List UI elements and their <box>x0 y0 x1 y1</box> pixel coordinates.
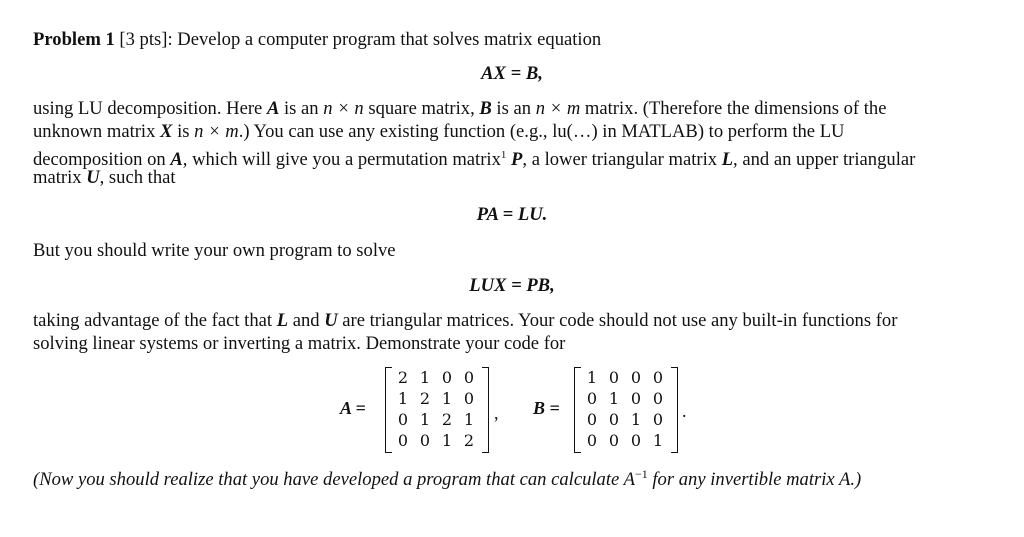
matrix-cell: 1 <box>463 410 475 429</box>
equation-pa-lu: PA = LU. <box>476 204 548 225</box>
matrix-cell: 1 <box>441 389 453 408</box>
right-bracket <box>671 367 678 453</box>
matrix-cell: 2 <box>419 389 431 408</box>
footer-note <box>33 463 861 491</box>
inverse-a: A <box>623 469 635 491</box>
dim-nxm: n × m <box>535 98 581 119</box>
paragraph3-line1 <box>33 310 897 332</box>
matrix-cell: 0 <box>630 389 642 408</box>
text-span: and <box>288 310 325 331</box>
matrix-cell: 0 <box>608 431 620 450</box>
text-span: .) You can use any existing function (e.g., lu(…) in MATLAB) to perform the LU <box>238 121 845 142</box>
var-l: L <box>721 149 734 171</box>
text-span: unknown matrix <box>33 121 161 142</box>
matrix-cell: 1 <box>441 431 453 450</box>
text-span: using LU decomposition. Here <box>33 98 267 119</box>
inverse-superscript: −1 <box>634 467 648 481</box>
matrix-cell: 0 <box>586 389 598 408</box>
paragraph1-line1 <box>33 98 886 120</box>
matrix-cell: 2 <box>463 431 475 450</box>
dim-nxm: n × m <box>194 121 239 142</box>
equation-lux-pb: LUX = PB, <box>469 275 555 296</box>
text-span: are triangular matrices. Your code should not use any built-in functions for <box>337 310 898 331</box>
left-bracket <box>385 367 392 453</box>
matrix-cell: 0 <box>586 410 598 429</box>
var-a: A <box>266 98 280 119</box>
right-bracket <box>482 367 489 453</box>
comma: , <box>494 403 499 423</box>
matrix-cell: 0 <box>652 410 664 429</box>
text-span: , which will give you a permutation matrix <box>182 149 501 171</box>
text-span: , and an upper triangular <box>733 149 916 171</box>
var-p: P <box>511 149 523 171</box>
text-span: for any invertible matrix A.) <box>647 469 862 491</box>
dim-nxn: n × n <box>323 98 364 119</box>
text-span: , a lower triangular matrix <box>522 149 722 171</box>
matrix-cell: 2 <box>441 410 453 429</box>
matrix-cell: 0 <box>608 368 620 387</box>
text-span: decomposition on <box>33 149 171 171</box>
paragraph2: But you should write your own program to solve <box>33 240 396 261</box>
paragraph1-line2 <box>33 121 844 143</box>
matrix-a-label: A = <box>340 398 366 418</box>
matrix-cell: 1 <box>608 389 620 408</box>
matrix-cell: 1 <box>419 368 431 387</box>
matrix-cell: 0 <box>586 431 598 450</box>
left-bracket <box>574 367 581 453</box>
problem-title: Problem 1 <box>33 29 115 50</box>
matrices-block <box>340 367 720 451</box>
matrix-cell: 0 <box>397 410 409 429</box>
var-l: L <box>276 310 289 331</box>
text-span: matrix. (Therefore the dimensions of the <box>580 98 887 119</box>
text-span: taking advantage of the fact that <box>33 310 277 331</box>
matrix-b <box>574 367 678 451</box>
matrix-cell: 0 <box>652 368 664 387</box>
var-b: B <box>479 98 492 119</box>
problem-points: [3 pts]: <box>119 29 173 50</box>
text-span: (Now you should realize that you have developed a program that can calculate <box>33 469 624 491</box>
text-span: is <box>172 121 195 142</box>
matrix-cell: 1 <box>419 410 431 429</box>
problem-heading-line <box>33 29 601 51</box>
matrix-b-label: B = <box>533 398 560 418</box>
matrix-cell: 2 <box>397 368 409 387</box>
text-span: matrix <box>33 167 87 188</box>
var-a: A <box>170 149 183 171</box>
matrix-cell: 0 <box>463 368 475 387</box>
matrix-cell: 0 <box>630 368 642 387</box>
text-span: square matrix, <box>363 98 480 119</box>
matrix-cell: 1 <box>397 389 409 408</box>
matrix-cell: 1 <box>586 368 598 387</box>
text-span: is an <box>491 98 536 119</box>
text-span: is an <box>279 98 324 119</box>
matrix-cell: 1 <box>630 410 642 429</box>
text-span: , such that <box>99 167 176 188</box>
matrix-cell: 0 <box>419 431 431 450</box>
matrix-cell: 1 <box>652 431 664 450</box>
var-x: X <box>160 121 173 142</box>
period: . <box>682 401 687 421</box>
equation-ax-b: AX = B, <box>481 63 543 84</box>
matrix-cell: 0 <box>441 368 453 387</box>
matrix-cell: 0 <box>608 410 620 429</box>
matrix-cell: 0 <box>630 431 642 450</box>
paragraph3-line2: solving linear systems or inverting a matrix. Demonstrate your code for <box>33 333 566 354</box>
matrix-cell: 0 <box>463 389 475 408</box>
matrix-a <box>385 367 489 451</box>
matrix-cell: 0 <box>652 389 664 408</box>
var-u: U <box>86 167 100 188</box>
matrix-cell: 0 <box>397 431 409 450</box>
footnote-marker: 1 <box>500 149 507 161</box>
intro-text: Develop a computer program that solves matrix equation <box>177 29 602 50</box>
var-u: U <box>324 310 338 331</box>
paragraph1-line4 <box>33 167 176 189</box>
